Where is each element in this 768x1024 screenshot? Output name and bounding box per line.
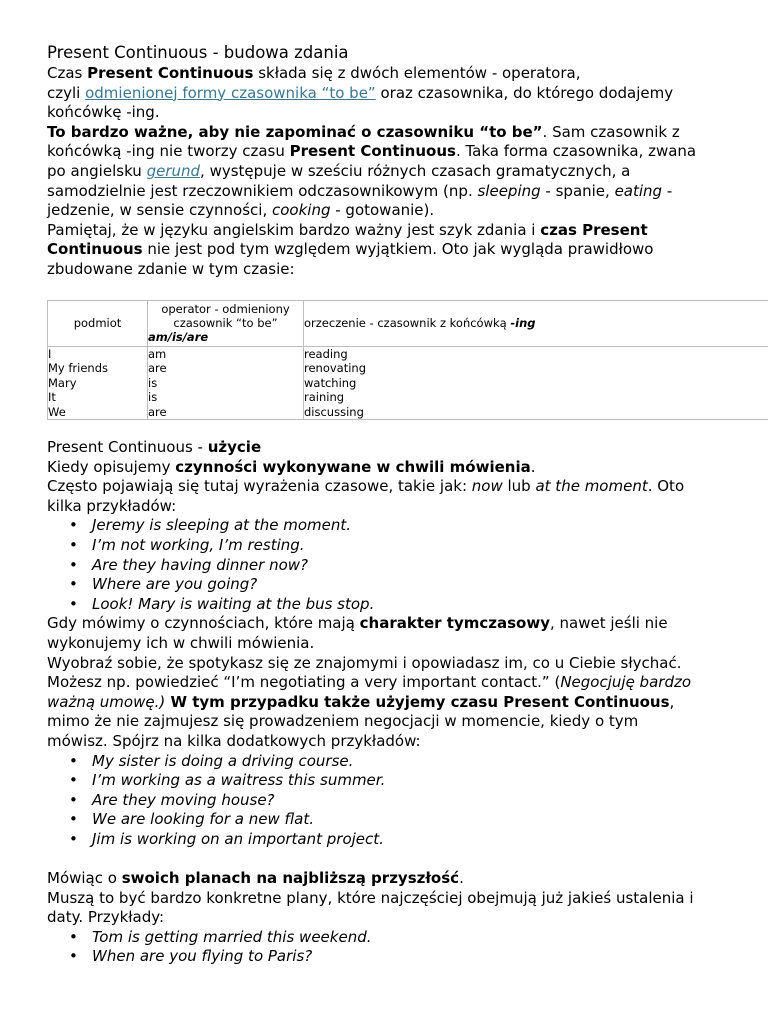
- table-cell: is: [148, 390, 158, 405]
- text: - spanie,: [540, 181, 615, 200]
- paragraph-temporary: [47, 614, 737, 653]
- italic-text: cooking: [271, 201, 331, 220]
- list-item: • We are looking for a new flat.: [92, 810, 737, 830]
- text: . Sam czasownik z: [542, 122, 680, 141]
- text: .: [459, 869, 464, 888]
- list-item: • Tom is getting married this weekend.: [92, 928, 737, 948]
- text: mimo że nie zajmujesz się prowadzeniem negocjacji w momencie, kiedy o tym: [47, 712, 639, 731]
- text: czasownik “to be”: [173, 316, 278, 331]
- table-cell: Mary: [48, 375, 77, 390]
- text: daty. Przykłady:: [47, 908, 165, 927]
- text: .: [530, 457, 536, 476]
- text: Wyobraź sobie, że spotykasz się ze znajomymi i opowiadasz im, co u Ciebie słychać.: [47, 653, 682, 672]
- text: , nawet jeśli nie: [549, 614, 668, 633]
- text: samodzielnie jest rzeczownikiem odczasownikowym (np.: [47, 181, 478, 200]
- link-to-be-forms[interactable]: odmienionej formy czasownika “to be”: [85, 83, 376, 102]
- list-item: • My sister is doing a driving course.: [92, 752, 737, 772]
- list-item: • Are they moving house?: [92, 791, 737, 811]
- text: lub: [502, 477, 536, 496]
- text: końcówkę -ing.: [47, 103, 160, 122]
- text: ,: [669, 692, 675, 711]
- text: jedzenie, w sensie czynności,: [47, 201, 272, 220]
- text: Gdy mówimy o czynnościach, które mają: [47, 614, 360, 633]
- bold-text: Present Continuous: [87, 64, 254, 82]
- paragraph-plans-detail: [47, 889, 737, 928]
- text: nie jest pod tym względem wyjątkiem. Oto jak wygląda prawidłowo: [142, 240, 654, 259]
- text: operator - odmieniony: [161, 302, 290, 317]
- italic-text: Negocjuję bardzo: [560, 673, 692, 692]
- text: Present Continuous -: [47, 438, 208, 457]
- text: Mówiąc o: [47, 869, 122, 888]
- list-item: • Jeremy is sleeping at the moment.: [92, 516, 737, 536]
- examples-list-plans: [47, 928, 737, 967]
- paragraph-time-expressions: [47, 477, 737, 516]
- text: , występuje w sześciu różnych czasach gramatycznych, a: [200, 161, 631, 180]
- bold-text: czynności wykonywane w chwili mówienia: [175, 457, 531, 476]
- table-cell: watching: [304, 375, 357, 390]
- text: -: [662, 181, 673, 200]
- text: . Taka forma czasownika, zwana: [455, 142, 697, 161]
- text: Pamiętaj, że w języku angielskim bardzo ważny jest szyk zdania i: [47, 220, 541, 239]
- text: orzeczenie - czasownik z końcówką: [304, 316, 511, 331]
- text: Możesz np. powiedzieć “I’m negotiating a very important contact.” (: [47, 673, 561, 692]
- bold-text: swoich planach na najbliższą przyszłość: [121, 869, 460, 888]
- bold-text: am/is/are: [148, 330, 209, 345]
- bold-text: charakter tymczasowy: [359, 614, 550, 633]
- italic-text: at the moment: [535, 477, 648, 496]
- text: czyli: [47, 83, 86, 102]
- text: mówisz. Spójrz na kilka dodatkowych przykładów:: [47, 731, 421, 750]
- table-header-operator: [148, 300, 304, 346]
- italic-text: sleeping: [477, 181, 541, 200]
- list-item: • Where are you going?: [92, 575, 737, 595]
- bold-text: użycie: [207, 438, 262, 457]
- link-gerund[interactable]: gerund: [146, 161, 201, 180]
- paragraph-imagine: [47, 654, 737, 752]
- table-header-subject: podmiot: [48, 300, 148, 346]
- examples-list-now: [47, 516, 737, 614]
- text: Często pojawiają się tutaj wyrażenia czasowe, takie jak:: [47, 477, 472, 496]
- table-body-operators: [148, 346, 304, 420]
- table-cell: is: [148, 375, 158, 390]
- table-cell: am: [148, 346, 167, 361]
- text: kilka przykładów:: [47, 496, 177, 515]
- table-body-predicates: [304, 346, 768, 420]
- list-item: • Are they having dinner now?: [92, 556, 737, 576]
- bold-text: Continuous: [47, 240, 143, 259]
- bold-text: To bardzo ważne, aby nie zapominać o czasowniku “to be”: [47, 122, 543, 141]
- italic-text: now: [471, 477, 503, 496]
- paragraph-intro: [47, 64, 737, 123]
- paragraph-plans: [47, 869, 737, 889]
- text: wykonujemy ich w chwili mówienia.: [47, 633, 315, 652]
- table-cell: My friends: [48, 361, 109, 376]
- paragraph-important: [47, 123, 737, 221]
- text: oraz czasownika, do którego dodajemy: [375, 83, 674, 102]
- table-header-predicate: [304, 300, 768, 346]
- italic-text: ważną umowę.): [47, 692, 166, 711]
- italic-text: eating: [614, 181, 663, 200]
- table-cell: discussing: [304, 404, 364, 419]
- table-cell: It: [48, 390, 56, 405]
- list-item: • When are you flying to Paris?: [92, 947, 737, 967]
- text: Czas: [47, 64, 88, 82]
- list-item: • I’m working as a waitress this summer.: [92, 771, 737, 791]
- text: zbudowane zdanie w tym czasie:: [47, 259, 295, 278]
- bold-text: W tym przypadku także użyjemy czasu Present Continuous: [165, 692, 670, 711]
- text: po angielsku: [47, 161, 147, 180]
- table-cell: reading: [304, 346, 348, 361]
- text: składa się z dwóch elementów - operatora,: [253, 64, 581, 82]
- list-item: • Jim is working on an important project.: [92, 830, 737, 850]
- table-body-subjects: [48, 346, 148, 420]
- bold-text: czas Present: [540, 220, 648, 239]
- examples-list-temporary: [47, 752, 737, 850]
- structure-table: [47, 300, 768, 421]
- table-cell: renovating: [304, 361, 367, 376]
- list-item: • Look! Mary is waiting at the bus stop.: [92, 595, 737, 615]
- table-cell: I: [48, 346, 52, 361]
- bold-text: -ing: [510, 316, 536, 331]
- text: Kiedy opisujemy: [47, 457, 176, 476]
- paragraph-usage-now: [47, 458, 737, 478]
- list-item: • I’m not working, I’m resting.: [92, 536, 737, 556]
- table-cell: are: [148, 361, 167, 376]
- table-cell: are: [148, 404, 167, 419]
- section-title-usage: [47, 438, 737, 458]
- paragraph-word-order: [47, 221, 737, 280]
- text: . Oto: [647, 477, 685, 496]
- table-cell: We: [48, 404, 66, 419]
- text: Muszą to być bardzo konkretne plany, które najczęściej obejmują już jakieś ustalenia i: [47, 888, 694, 907]
- bold-text: Present Continuous: [289, 142, 456, 161]
- document-page: [47, 42, 737, 967]
- section-title-structure: Present Continuous - budowa zdania: [47, 43, 349, 62]
- table-cell: raining: [304, 390, 345, 405]
- text: - gotowanie).: [330, 201, 435, 220]
- text: końcówką -ing nie tworzy czasu: [47, 142, 290, 161]
